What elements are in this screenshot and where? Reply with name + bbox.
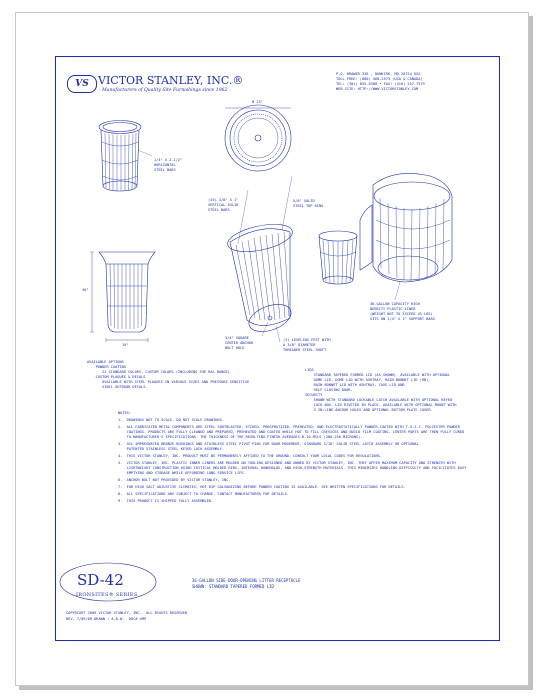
base-width-dimension: 19" xyxy=(122,343,129,347)
callout-line: CENTER ANCHOR xyxy=(225,341,254,345)
series-name: IRONSITES® SERIES xyxy=(76,592,138,598)
company-tagline: - Manufacturers of Quality Site Furnishings since 1962 - xyxy=(99,88,231,93)
callout-line: 5/8" SOLID xyxy=(293,199,315,203)
logo-mark: VS xyxy=(75,79,89,89)
options-line: VINYL OUTDOOR DECALS. xyxy=(87,385,148,389)
note-line: COATINGS. PRODUCTS ARE FULLY CLEANED AND PREPARED, PREHEATED AND COATED WHILE HOT TO FILL CREVICES AND BUILD FILM COATING. CENTER PARTS ARE THEN FULLY CURED xyxy=(118,430,465,434)
options-line: AVAILABLE WITH STEEL PLAQUES IN VARIOUS SIZES AND PRESSURE SENSITIVE xyxy=(87,380,250,384)
lids-line: DOME LID, DOME LID WITH ASHTRAY, RAIN BONNET LID (RB), xyxy=(305,378,431,382)
callout-line: STEEL TOP RING xyxy=(293,204,324,208)
note-line: 2. ALL FABRICATED METAL COMPONENTS ARE STEEL SHOTBLASTED, ETCHED, PHOSPHATIZED, PREHEATED, AND ELECTROSTATICALLY POWDER-COATED WITH T.G.I.C. POLYESTER POWDER xyxy=(118,425,460,429)
company-name: VICTOR STANLEY, INC.® xyxy=(98,74,244,87)
diameter-label: Ø 23" xyxy=(252,100,263,104)
note-line: PATENTED STAINLESS STEEL KEYED LOCK ASSEMBLY. xyxy=(118,447,225,451)
contact-tollfree: TOLL FREE: (800) 368-2573 (USA & CANADA) xyxy=(336,77,423,81)
product-description: 36-GALLON SIDE-DOOR-OPENING LITTER RECEPTACLE xyxy=(192,578,301,583)
callout-line: (WEIGHT NOT TO EXCEED 45 LBS) xyxy=(370,312,433,316)
lids-line: LOCK BOX. LID RIVETED IN PLACE. AVAILABLE WITH OPTIONAL MOUNT WITH xyxy=(305,403,457,407)
callout-line: 3/4" SQUARE xyxy=(225,336,249,340)
callout-line: VERTICAL SOLID xyxy=(208,203,239,207)
note-line: 4. THIS VICTOR STANLEY, INC. PRODUCT MUST BE PERMANENTLY AFFIXED TO THE GROUND. CONSULT YOUR LOCAL CODES FOR REGULATIONS. xyxy=(118,454,382,458)
note-line: TO MANUFACTURER'S SPECIFICATIONS. THE THICKNESS OF THE RESULTING FINISH AVERAGES 8-10 MILS (200-250 MICRONS). xyxy=(118,435,363,439)
note-line: LIGHTWEIGHT CONSTRUCTION USING CRITICAL MOLDED RIBS, INTEGRAL HANDHOLDS, AND HIGH-STRENGTH MATERIALS. THIS MINIMIZES HANDLING DIFFICULTY AND FACILITATES EASY xyxy=(118,466,467,470)
options-line: AVAILABLE OPTIONS xyxy=(87,360,124,364)
options-line: CUSTOM PLAQUES & DECALS xyxy=(87,375,146,379)
lids-line: LIDS xyxy=(305,368,314,372)
callout-line: HORIZONTAL xyxy=(154,163,176,167)
callout-line: STEEL BARS xyxy=(154,168,176,172)
options-line: POWDER COATING xyxy=(87,365,126,369)
options-line: 21 STANDARD COLORS, CUSTOM COLORS (INCLUDING THE RAL RANGE). xyxy=(87,370,232,374)
callout-line: STEEL BARS xyxy=(208,208,230,212)
callout-line: (45) 3/8" X 1" xyxy=(208,198,239,202)
callout-line: (3) LEVELING FEET WITH xyxy=(283,338,331,342)
callout-line: 36-GALLON CAPACITY HIGH xyxy=(370,302,420,306)
note-line: 1. DRAWINGS NOT TO SCALE. DO NOT SCALE DRAWINGS. xyxy=(118,418,225,422)
contact-address: P.O. DRAWER 330 , DUNKIRK, MD 20754 USA xyxy=(336,72,421,76)
note-line: 8. ALL SPECIFICATIONS ARE SUBJECT TO CHANGE. CONTACT MANUFACTURER FOR DETAILS. xyxy=(118,492,289,496)
lids-line: RAIN BONNET LID WITH ASHTRAY, CAVE LID AND xyxy=(305,383,405,387)
callout-line: BOLT HOLE xyxy=(225,346,245,350)
lids-line: 3 IN-LINE ANCHOR HOLES AND OPTIONAL BOTTOM PLATE COVER. xyxy=(305,408,433,412)
contact-website: WEB SITE: HTTP://WWW.VICTORSTANLEY.COM xyxy=(336,87,419,91)
note-line: 6. ANCHOR BOLT NOT PROVIDED BY VICTOR STANLEY, INC. xyxy=(118,478,231,482)
callout-line: SITS ON 1/4" X 2" SUPPORT BARS xyxy=(370,317,435,321)
callout-line: THREADED STEEL SHAFT xyxy=(283,348,327,352)
note-line: EMPTYING AND STORAGE WHILE AFFORDING LONG SERVICE LIFE. xyxy=(118,471,246,475)
lids-line: SECURITY xyxy=(305,393,323,397)
note-line: 9. THIS PRODUCT IS SHIPPED FULLY ASSEMBLED. xyxy=(118,499,214,503)
lids-line: SHOWN WITH STANDARD LOCKABLE LATCH AVAILABLE WITH OPTIONAL KEYED xyxy=(305,398,453,402)
note-line: 3. OIL IMPREGNATED BRONZE BUSHINGS AND STAINLESS STEEL PIVOT PINS FOR DOOR MOVEMENT, STANDARD 3/16" SOLID STEEL LATCH ASSEMBLY OR OPTIONAL xyxy=(118,442,419,446)
callout-line: 1/4" X 2-1/2" xyxy=(154,158,183,162)
contact-phone: TEL: (301) 855-8300 • FAX: (410) 257-7579 xyxy=(336,82,425,86)
height-dimension: 40" xyxy=(82,288,89,292)
copyright: COPYRIGHT 2009 VICTOR STANLEY, INC. ALL RIGHTS RESERVED xyxy=(66,611,188,615)
callout-line: DENSITY PLASTIC LINER xyxy=(370,307,416,311)
note-line: NOTES: xyxy=(118,411,131,415)
product-shown: SHOWN: STANDARD TAPERED FORMED LID xyxy=(192,584,274,589)
callout-line: A 3/8" DIAMETER xyxy=(283,343,316,347)
model-number: SD-42 xyxy=(77,571,124,589)
lids-line: SELF CLOSING DOOR. xyxy=(305,388,353,392)
note-line: 7. FOR HIGH SALT ADJUSTIVE CLIMATES, HOT DIP GALVANIZING BEFORE POWDER COATING IS AVAILABLE. SEE WRITTEN SPECIFICATIONS FOR DETAILS. xyxy=(118,485,406,489)
revision-info: REV. 7/09/09 DRAWN : A.D.W. DOC# 4M9 xyxy=(66,617,147,621)
lids-line: STANDARD TAPERED FORMED LID (AS SHOWN). AVAILABLE WITH OPTIONAL xyxy=(305,373,450,377)
note-line: 5. VICTOR STANLEY, INC. PLASTIC INNER LINERS ARE MOLDED ON TOOLING DESIGNED AND OWNED BY VICTOR STANLEY, INC. THEY OFFER MAXIMUM CAPACITY AND STRENGTH WITH xyxy=(118,461,456,465)
